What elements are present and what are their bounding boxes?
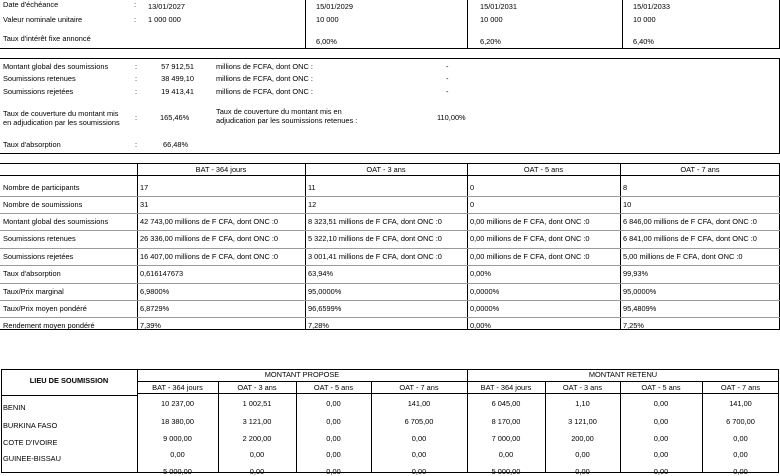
lieu-subheader: OAT - 7 ans	[720, 383, 761, 392]
results-cell: 6,9800%	[140, 288, 170, 296]
maturity-label: Taux d'intérêt fixe annoncé	[3, 34, 91, 43]
results-cell: 0,616147673	[140, 270, 184, 278]
lieu-group-retained: MONTANT RETENU	[588, 370, 658, 379]
results-cell: 8	[623, 184, 628, 192]
results-cell: 0,00%	[470, 270, 491, 278]
results-row-label: Soumissions retenues	[3, 234, 76, 243]
maturity-value: 15/01/2029	[316, 2, 353, 11]
results-row-label: Nombre de participants	[3, 183, 80, 192]
results-cell: 31	[140, 201, 149, 209]
results-row-label: Soumissions rejetées	[3, 252, 74, 261]
results-row-line	[0, 196, 780, 197]
coverage-colon: :	[135, 113, 138, 122]
lieu-cell: 3 121,00	[568, 417, 597, 426]
results-cell: 0,00%	[470, 322, 491, 330]
summary-unit: millions de FCFA, dont ONC :	[216, 62, 313, 71]
lieu-cell: 0,00	[249, 467, 265, 476]
results-cell: 0,00 millions de F CFA, dont ONC :0	[470, 235, 590, 243]
lieu-cell: 141,00	[729, 399, 752, 408]
results-row-label: Nombre de soumissions	[3, 200, 83, 209]
results-row-line	[0, 230, 780, 231]
results-cell: 5,00 millions de F CFA, dont ONC :0	[623, 253, 743, 261]
maturity-value: 15/01/2031	[480, 2, 517, 11]
coverage-value: 165,46%	[160, 113, 190, 122]
maturity-value: 6,20%	[480, 37, 501, 46]
lieu-cell: 0,00	[733, 434, 748, 443]
lieu-cell: 0,00	[653, 467, 669, 476]
lieu-cell: 0,00	[326, 450, 341, 459]
lieu-col-divider	[371, 381, 372, 473]
results-cell: 5 322,10 millions de F CFA, dont ONC :0	[308, 235, 442, 243]
coverage-retained-label: Taux de couverture du montant mis en	[216, 107, 342, 116]
coverage-label: Taux de couverture du montant mis	[3, 109, 119, 118]
lieu-subheader-line	[137, 393, 779, 394]
lieu-group-proposed: MONTANT PROPOSE	[264, 370, 340, 379]
results-cell: 7,25%	[623, 322, 644, 330]
maturity-value: 13/01/2027	[148, 2, 185, 11]
lieu-cell: 6 045,00	[491, 399, 521, 408]
lieu-cell: 200,00	[571, 434, 594, 443]
lieu-subheader: OAT - 3 ans	[237, 383, 277, 392]
summary-label: Soumissions retenues	[3, 74, 76, 83]
results-cell: 95,4809%	[623, 305, 657, 313]
lieu-title-line	[1, 395, 137, 396]
lieu-title: LIEU DE SOUMISSION	[29, 376, 109, 385]
lieu-cell: 0,00	[653, 450, 669, 459]
lieu-cell: 0,00	[498, 450, 514, 459]
results-col-divider	[467, 163, 468, 330]
summary-label: Soumissions rejetées	[3, 87, 74, 96]
results-column-header: OAT - 7 ans	[680, 165, 720, 174]
lieu-subheader: OAT - 7 ans	[399, 383, 439, 392]
summary-colon: :	[135, 62, 138, 71]
lieu-cell: 2 200,00	[242, 434, 272, 443]
absorption-label: Taux d'absorption	[3, 140, 61, 149]
results-cell: 6 846,00 millions de F CFA, dont ONC :0	[623, 218, 757, 226]
lieu-cell: 3 121,00	[242, 417, 272, 426]
results-cell: 95,0000%	[623, 288, 657, 296]
lieu-country: GUINEE-BISSAU	[3, 454, 61, 463]
summary-value: 57 912,51	[161, 62, 194, 71]
lieu-cell: 0,00	[733, 467, 748, 476]
lieu-subheader: OAT - 5 ans	[641, 383, 681, 392]
results-cell: 0	[470, 201, 475, 209]
results-cell: 99,93%	[623, 270, 649, 278]
results-row-line	[0, 265, 780, 266]
lieu-cell: 0,00	[411, 434, 427, 443]
results-row-label: Taux/Prix marginal	[3, 287, 64, 296]
lieu-country: BURKINA FASO	[3, 421, 58, 430]
results-cell: 17	[140, 184, 149, 192]
lieu-cell: 1,10	[575, 399, 590, 408]
summary-section	[0, 58, 780, 154]
maturity-label: Valeur nominale unitaire	[3, 15, 83, 24]
results-cell: 7,28%	[308, 322, 329, 330]
results-row-label: Montant global des soumissions	[3, 217, 109, 226]
summary-colon: :	[135, 74, 138, 83]
coverage-retained-value: 110,00%	[437, 113, 466, 122]
lieu-cell: 18 380,00	[161, 417, 194, 426]
lieu-subheader: OAT - 3 ans	[562, 383, 603, 392]
results-cell: 12	[308, 201, 317, 209]
lieu-cell: 0,00	[653, 399, 669, 408]
lieu-cell: 0,00	[653, 434, 669, 443]
maturity-label: Date d'échéance	[3, 0, 59, 9]
results-cell: 0	[470, 184, 475, 192]
lieu-col-divider	[296, 381, 297, 473]
lieu-cell: 0,00	[170, 450, 185, 459]
lieu-cell: 1 002,51	[242, 399, 272, 408]
results-col-divider	[305, 163, 306, 330]
lieu-cell: 9 000,00	[163, 434, 192, 443]
lieu-subheader: BAT - 364 jours	[152, 383, 203, 392]
results-row-line	[0, 213, 780, 214]
summary-unit: millions de FCFA, dont ONC :	[216, 74, 313, 83]
results-cell: 8 323,51 millions de F CFA, dont ONC :0	[308, 218, 442, 226]
lieu-cell: 0,00	[411, 450, 427, 459]
lieu-cell: 5 000,00	[163, 467, 192, 476]
coverage-label: en adjudication par les soumissions	[3, 118, 120, 127]
results-cell: 0,00 millions de F CFA, dont ONC :0	[470, 253, 590, 261]
results-cell: 42 743,00 millions de F CFA, dont ONC :0	[140, 218, 279, 226]
lieu-cell: 0,00	[411, 467, 427, 476]
lieu-country: BENIN	[3, 403, 26, 412]
results-row-line	[0, 283, 780, 284]
results-row-label: Rendement moyen pondéré	[3, 321, 95, 330]
lieu-col-divider	[218, 381, 219, 473]
summary-colon: :	[135, 87, 138, 96]
summary-onc: -	[446, 62, 449, 71]
maturity-colon: :	[134, 15, 137, 24]
lieu-cell: 0,00	[249, 450, 265, 459]
lieu-cell: 0,00	[326, 417, 341, 426]
summary-onc: -	[446, 87, 449, 96]
lieu-cell: 6 705,00	[404, 417, 434, 426]
summary-onc: -	[446, 74, 449, 83]
lieu-subheader: BAT - 364 jours	[480, 383, 532, 392]
results-col-divider	[620, 163, 621, 330]
coverage-retained-label: adjudication par les soumissions retenues :	[216, 116, 358, 125]
results-cell: 26 336,00 millions de F CFA, dont ONC :0	[140, 235, 279, 243]
absorption-colon: :	[135, 140, 138, 149]
results-cell: 11	[308, 184, 316, 192]
results-row-line	[0, 248, 780, 249]
results-column-header: BAT - 364 jours	[195, 165, 247, 174]
results-cell: 95,0000%	[308, 288, 342, 296]
maturity-value: 15/01/2033	[633, 2, 670, 11]
lieu-subheader: OAT - 5 ans	[313, 383, 354, 392]
results-cell: 16 407,00 millions de F CFA, dont ONC :0	[140, 253, 279, 261]
absorption-value: 66,48%	[163, 140, 189, 149]
results-header-line	[0, 175, 780, 176]
results-column-header: OAT - 5 ans	[523, 165, 564, 174]
results-cell: 63,94%	[308, 270, 334, 278]
lieu-cell: 0,00	[653, 417, 669, 426]
results-cell: 6,8729%	[140, 305, 170, 313]
results-column-header: OAT - 3 ans	[366, 165, 406, 174]
lieu-cell: 0,00	[326, 467, 341, 476]
maturity-value: 10 000	[316, 15, 339, 24]
results-row-line	[0, 300, 780, 301]
lieu-country: COTE D'IVOIRE	[3, 438, 58, 447]
results-col-divider	[137, 163, 138, 330]
lieu-cell: 8 170,00	[491, 417, 521, 426]
results-cell: 0,0000%	[470, 305, 500, 313]
summary-value: 38 499,10	[161, 74, 194, 83]
results-cell: 7,39%	[140, 322, 161, 330]
results-row-label: Taux d'absorption	[3, 269, 61, 278]
results-cell: 0,00 millions de F CFA, dont ONC :0	[470, 218, 590, 226]
lieu-cell: 0,00	[575, 467, 590, 476]
maturity-value: 6,40%	[633, 37, 654, 46]
results-cell: 6 841,00 millions de F CFA, dont ONC :0	[623, 235, 757, 243]
lieu-cell: 0,00	[326, 399, 341, 408]
results-cell: 3 001,41 millions de F CFA, dont ONC :0	[308, 253, 442, 261]
results-cell: 0,0000%	[470, 288, 500, 296]
maturity-value: 6,00%	[316, 37, 337, 46]
maturity-value: 1 000 000	[148, 15, 181, 24]
lieu-cell: 10 237,00	[161, 399, 194, 408]
results-row-line	[0, 317, 780, 318]
results-cell: 96,6599%	[308, 305, 342, 313]
results-cell: 10	[623, 201, 632, 209]
lieu-col-divider	[545, 381, 546, 473]
lieu-cell: 0,00	[575, 450, 590, 459]
lieu-cell: 0,00	[326, 434, 341, 443]
maturity-colon: :	[134, 0, 137, 9]
lieu-group-line	[137, 381, 779, 382]
summary-value: 19 413,41	[161, 87, 194, 96]
lieu-cell: 5 000,00	[491, 467, 521, 476]
maturity-value: 10 000	[633, 15, 656, 24]
results-row-label: Taux/Prix moyen pondéré	[3, 304, 87, 313]
lieu-col-divider	[620, 381, 621, 473]
lieu-cell: 0,00	[733, 450, 748, 459]
lieu-cell: 141,00	[407, 399, 431, 408]
lieu-col-divider	[702, 381, 703, 473]
maturity-value: 10 000	[480, 15, 503, 24]
lieu-cell: 6 700,00	[726, 417, 755, 426]
summary-unit: millions de FCFA, dont ONC :	[216, 87, 313, 96]
summary-label: Montant global des soumissions	[3, 62, 109, 71]
lieu-cell: 7 000,00	[491, 434, 521, 443]
